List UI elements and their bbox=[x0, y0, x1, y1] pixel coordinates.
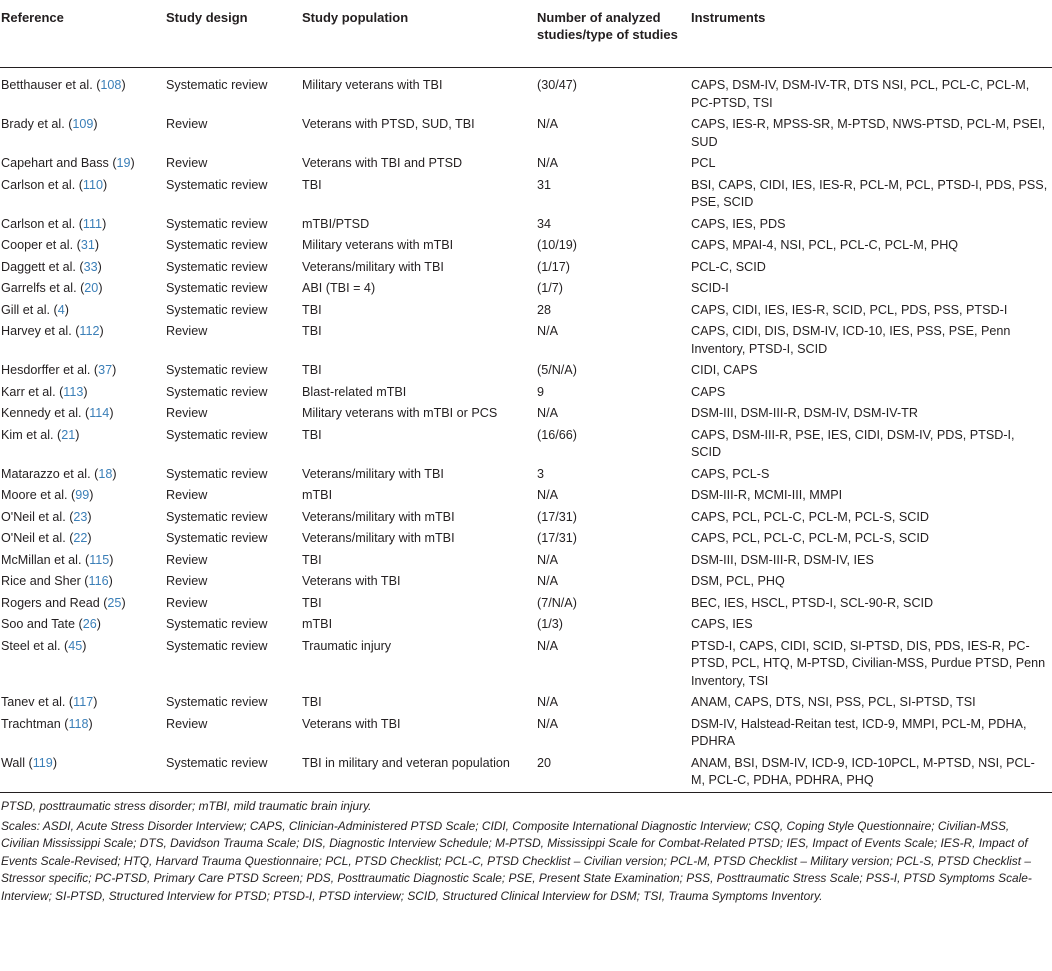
study-design-cell: Systematic review bbox=[166, 427, 268, 442]
reference-citation-link[interactable]: 108 bbox=[100, 78, 122, 92]
reference-author: O'Neil et al. bbox=[1, 531, 66, 545]
header-study-design: Study design bbox=[166, 10, 248, 25]
number-of-studies-cell: N/A bbox=[537, 695, 558, 709]
study-design-cell: Systematic review bbox=[166, 281, 268, 295]
number-of-studies-cell: (10/19) bbox=[537, 238, 577, 252]
study-design-cell: Systematic review bbox=[166, 238, 268, 252]
instruments-cell: CAPS, IES-R, MPSS-SR, M-PTSD, NWS-PTSD, PCL-M, PSEI, SUD bbox=[691, 117, 1046, 149]
reference-cell: Moore et al. (99) bbox=[1, 488, 94, 502]
study-population-cell: TBI bbox=[302, 695, 322, 709]
instruments-cell: CAPS, CIDI, DIS, DSM-IV, ICD-10, IES, PSS, PSE, Penn Inventory, PTSD-I, SCID bbox=[691, 324, 1011, 356]
header-instruments: Instruments bbox=[691, 10, 766, 25]
table-row bbox=[0, 485, 1052, 507]
header-row bbox=[0, 0, 1052, 68]
reference-citation-link[interactable]: 99 bbox=[75, 488, 90, 502]
header-reference: Reference bbox=[1, 10, 64, 25]
number-of-studies-cell: N/A bbox=[537, 117, 558, 131]
study-population-cell: TBI bbox=[302, 324, 322, 338]
study-design-cell: Review bbox=[166, 574, 208, 588]
reference-cell: Daggett et al. (33) bbox=[1, 259, 102, 274]
reference-cell: O'Neil et al. (22) bbox=[1, 531, 92, 545]
table-row bbox=[0, 464, 1052, 486]
reference-citation-link[interactable]: 37 bbox=[98, 363, 113, 377]
reference-cell: Cooper et al. (31) bbox=[1, 238, 100, 252]
table-row bbox=[0, 593, 1052, 615]
reference-author: Daggett et al. bbox=[1, 259, 76, 274]
study-population-cell: Military veterans with mTBI or PCS bbox=[302, 406, 498, 420]
table-row bbox=[0, 68, 1052, 115]
reference-author: Kim et al. bbox=[1, 427, 54, 442]
number-of-studies-cell: 3 bbox=[537, 466, 545, 481]
number-of-studies-cell: N/A bbox=[537, 638, 558, 653]
reference-author: Tanev et al. bbox=[1, 695, 66, 709]
number-of-studies-cell: 31 bbox=[537, 177, 552, 192]
reference-cell: Gill et al. (4) bbox=[1, 302, 69, 317]
study-design-cell: Systematic review bbox=[166, 509, 268, 524]
reference-author: Kennedy et al. bbox=[1, 406, 82, 420]
study-population-cell: TBI bbox=[302, 177, 322, 192]
number-of-studies-cell: N/A bbox=[537, 324, 558, 338]
reference-author: Rogers and Read bbox=[1, 595, 100, 610]
reference-cell: Brady et al. (109) bbox=[1, 117, 98, 131]
study-design-cell: Review bbox=[166, 324, 208, 338]
number-of-studies-cell: (7/N/A) bbox=[537, 595, 577, 610]
instruments-cell: ANAM, CAPS, DTS, NSI, PSS, PCL, SI-PTSD, TSI bbox=[691, 695, 976, 709]
instruments-cell: DSM-IV, Halstead-Reitan test, ICD-9, MMPI, PCL-M, PDHA, PDHRA bbox=[691, 716, 1027, 748]
instruments-cell: CAPS, DSM-IV, DSM-IV-TR, DTS NSI, PCL, PCL-C, PCL-M, PC-PTSD, TSI bbox=[691, 78, 1030, 110]
instruments-cell: DSM, PCL, PHQ bbox=[691, 574, 785, 588]
reference-citation-link[interactable]: 25 bbox=[107, 595, 122, 610]
reference-cell: Trachtman (118) bbox=[1, 716, 93, 731]
instruments-cell: CAPS, IES bbox=[691, 617, 753, 631]
study-design-cell: Systematic review bbox=[166, 466, 268, 481]
reference-author: Carlson et al. bbox=[1, 177, 76, 192]
reference-citation-link[interactable]: 45 bbox=[68, 638, 83, 653]
study-design-cell: Systematic review bbox=[166, 363, 268, 377]
number-of-studies-cell: N/A bbox=[537, 552, 558, 567]
number-of-studies-cell: (17/31) bbox=[537, 509, 577, 524]
table-row bbox=[0, 300, 1052, 322]
reference-author: Betthauser et al. bbox=[1, 78, 93, 92]
number-of-studies-cell: 20 bbox=[537, 755, 552, 770]
study-population-cell: mTBI bbox=[302, 488, 333, 502]
reference-author: Karr et al. bbox=[1, 384, 56, 399]
reference-author: Trachtman bbox=[1, 716, 61, 731]
study-population-cell: Veterans with TBI bbox=[302, 574, 401, 588]
table-row bbox=[0, 175, 1052, 214]
instruments-cell: CAPS, PCL, PCL-C, PCL-M, PCL-S, SCID bbox=[691, 509, 929, 524]
instruments-cell: CAPS bbox=[691, 384, 726, 399]
study-design-cell: Review bbox=[166, 552, 208, 567]
reference-author: Brady et al. bbox=[1, 117, 65, 131]
reference-citation-link[interactable]: 31 bbox=[80, 238, 95, 252]
number-of-studies-cell: (16/66) bbox=[537, 427, 577, 442]
study-population-cell: mTBI/PTSD bbox=[302, 216, 370, 231]
study-population-cell: TBI bbox=[302, 363, 322, 377]
reference-cell: Karr et al. (113) bbox=[1, 384, 88, 399]
table-row bbox=[0, 321, 1052, 360]
table-row bbox=[0, 382, 1052, 404]
reference-cell: Rice and Sher (116) bbox=[1, 574, 113, 588]
reference-citation-link[interactable]: 114 bbox=[89, 406, 110, 420]
table-row bbox=[0, 692, 1052, 714]
study-design-cell: Systematic review bbox=[166, 695, 268, 709]
study-design-cell: Review bbox=[166, 716, 208, 731]
reference-cell: Matarazzo et al. (18) bbox=[1, 466, 117, 481]
reference-citation-link[interactable]: 18 bbox=[98, 466, 113, 481]
instruments-cell: DSM-III, DSM-III-R, DSM-IV, DSM-IV-TR bbox=[691, 406, 918, 420]
reference-cell: Carlson et al. (110) bbox=[1, 177, 108, 192]
number-of-studies-cell: N/A bbox=[537, 156, 558, 170]
study-population-cell: TBI bbox=[302, 552, 322, 567]
reference-cell: Tanev et al. (117) bbox=[1, 695, 98, 709]
reference-citation-link[interactable]: 4 bbox=[57, 302, 65, 317]
study-population-cell: TBI bbox=[302, 427, 322, 442]
reference-author: Harvey et al. bbox=[1, 324, 72, 338]
reference-citation-link[interactable]: 20 bbox=[84, 281, 99, 295]
reference-author: Moore et al. bbox=[1, 488, 68, 502]
instruments-cell: CAPS, DSM-III-R, PSE, IES, CIDI, DSM-IV, PDS, PTSD-I, SCID bbox=[691, 427, 1015, 459]
reference-cell: Betthauser et al. (108) bbox=[1, 78, 126, 92]
number-of-studies-cell: (1/7) bbox=[537, 281, 563, 295]
study-design-cell: Systematic review bbox=[166, 302, 268, 317]
reference-cell: Carlson et al. (111) bbox=[1, 216, 107, 231]
reference-citation-link[interactable]: 109 bbox=[72, 117, 94, 131]
reference-citation-link[interactable]: 23 bbox=[73, 509, 88, 524]
study-population-cell: mTBI bbox=[302, 617, 333, 631]
reference-author: Cooper et al. bbox=[1, 238, 74, 252]
reference-cell: McMillan et al. (115) bbox=[1, 552, 114, 567]
table-row bbox=[0, 550, 1052, 572]
study-design-cell: Review bbox=[166, 117, 208, 131]
table-row bbox=[0, 753, 1052, 793]
reference-cell: Kim et al. (21) bbox=[1, 427, 80, 442]
instruments-cell: ANAM, BSI, DSM-IV, ICD-9, ICD-10PCL, M-PTSD, NSI, PCL-M, PCL-C, PDHA, PDHRA, PHQ bbox=[691, 755, 1035, 787]
reference-author: Hesdorffer et al. bbox=[1, 363, 91, 377]
instruments-cell: CAPS, PCL-S bbox=[691, 466, 770, 481]
reference-author: Matarazzo et al. bbox=[1, 466, 91, 481]
footnote-scales: Scales: ASDI, Acute Stress Disorder Interview; CAPS, Clinician-Administered PTSD Scale; CIDI, Composite International Diagnostic Interview; CSQ, Coping Style Questionnaire; Civilian-MSS, Civilian Mississippi Scale; DTS, Davidson Trauma Scale; DIS, Diagnostic Interview Schedule; M-PTSD, Mississippi Scale for Combat-Related PTSD; IES, Impact of Events Scale; IES-R, Impact of Events Scale-Revised; HTQ, Harvard Trauma Questionnaire; PCL, PTSD Checklist; PCL-C, PTSD Checklist – Civilian version; PCL-M, PTSD Checklist – Military version; PCL-S, PTSD Checklist – Stressor specific; PC-PTSD, Primary Care PTSD Screen; PDS, Posttraumatic Diagnostic Scale; PSE, Present State Examination; PSS, Posttraumatic Stress Scale; PSS-I, PTSD Symptoms Scale-Interview; SI-PTSD, Structured Interview for PTSD; PTSD-I, PTSD interview; SCID, Structured Clinical Interview for DSM; TSI, Trauma Symptoms Inventory. bbox=[1, 818, 1032, 903]
reference-citation-link[interactable]: 111 bbox=[82, 216, 103, 231]
study-population-cell: Blast-related mTBI bbox=[302, 384, 407, 399]
reference-author: Garrelfs et al. bbox=[1, 281, 77, 295]
study-design-cell: Review bbox=[166, 488, 208, 502]
table-row bbox=[0, 571, 1052, 593]
reference-cell: Kennedy et al. (114) bbox=[1, 406, 114, 420]
table-row bbox=[0, 257, 1052, 279]
reference-citation-link[interactable]: 119 bbox=[32, 755, 53, 770]
reference-citation-link[interactable]: 113 bbox=[63, 384, 84, 399]
instruments-cell: CAPS, PCL, PCL-C, PCL-M, PCL-S, SCID bbox=[691, 531, 929, 545]
number-of-studies-cell: (1/17) bbox=[537, 259, 570, 274]
table-row bbox=[0, 114, 1052, 153]
reference-author: Soo and Tate bbox=[1, 617, 75, 631]
table-row bbox=[0, 614, 1052, 636]
table-row bbox=[0, 153, 1052, 175]
table-body bbox=[0, 68, 1052, 793]
table-row bbox=[0, 425, 1052, 464]
study-design-cell: Systematic review bbox=[166, 259, 268, 274]
table-row bbox=[0, 360, 1052, 382]
study-population-cell: Veterans/military with mTBI bbox=[302, 509, 455, 524]
reference-citation-link[interactable]: 33 bbox=[83, 259, 98, 274]
reference-citation-link[interactable]: 118 bbox=[68, 716, 89, 731]
instruments-cell: BSI, CAPS, CIDI, IES, IES-R, PCL-M, PCL, PTSD-I, PDS, PSS, PSE, SCID bbox=[691, 177, 1048, 209]
table-row bbox=[0, 636, 1052, 693]
instruments-cell: BEC, IES, HSCL, PTSD-I, SCL-90-R, SCID bbox=[691, 595, 934, 610]
reference-citation-link[interactable]: 112 bbox=[79, 324, 100, 338]
footnote-abbreviations: PTSD, posttraumatic stress disorder; mTBI, mild traumatic brain injury. bbox=[1, 798, 372, 813]
study-design-cell: Review bbox=[166, 406, 208, 420]
header-number-of-studies: Number of analyzed studies/type of studies bbox=[537, 10, 678, 42]
number-of-studies-cell: N/A bbox=[537, 488, 558, 502]
reference-citation-link[interactable]: 22 bbox=[73, 531, 88, 545]
reference-cell: Rogers and Read (25) bbox=[1, 595, 126, 610]
study-population-cell: Veterans/military with mTBI bbox=[302, 531, 455, 545]
table-row bbox=[0, 214, 1052, 236]
table-row bbox=[0, 714, 1052, 753]
table-row bbox=[0, 278, 1052, 300]
study-design-cell: Systematic review bbox=[166, 384, 268, 399]
reference-citation-link[interactable]: 110 bbox=[82, 177, 103, 192]
instruments-cell: DSM-III, DSM-III-R, DSM-IV, IES bbox=[691, 552, 874, 567]
reference-cell: Wall (119) bbox=[1, 755, 58, 770]
instruments-cell: PTSD-I, CAPS, CIDI, SCID, SI-PTSD, DIS, PDS, IES-R, PC-PTSD, PCL, HTQ, M-PTSD, Civilian-MSS, Purdue PTSD, Penn Inventory, TSI bbox=[691, 638, 1046, 688]
study-design-cell: Systematic review bbox=[166, 617, 268, 631]
study-population-cell: Veterans with TBI bbox=[302, 716, 401, 731]
table-row bbox=[0, 403, 1052, 425]
table-row bbox=[0, 528, 1052, 550]
study-population-cell: TBI bbox=[302, 595, 322, 610]
table-footnotes bbox=[0, 798, 1052, 905]
reference-cell: Garrelfs et al. (20) bbox=[1, 281, 103, 295]
reference-citation-link[interactable]: 116 bbox=[88, 574, 109, 588]
reference-cell: O'Neil et al. (23) bbox=[1, 509, 92, 524]
study-population-cell: TBI in military and veteran population bbox=[302, 755, 510, 770]
reference-cell: Steel et al. (45) bbox=[1, 638, 87, 653]
instruments-cell: CAPS, MPAI-4, NSI, PCL, PCL-C, PCL-M, PHQ bbox=[691, 238, 959, 252]
study-design-cell: Systematic review bbox=[166, 177, 268, 192]
reference-author: Carlson et al. bbox=[1, 216, 76, 231]
number-of-studies-cell: 28 bbox=[537, 302, 552, 317]
study-population-cell: TBI bbox=[302, 302, 322, 317]
study-design-cell: Systematic review bbox=[166, 755, 268, 770]
study-population-cell: Veterans with PTSD, SUD, TBI bbox=[302, 117, 475, 131]
reference-citation-link[interactable]: 26 bbox=[82, 617, 97, 631]
study-population-cell: Traumatic injury bbox=[302, 638, 392, 653]
table-row bbox=[0, 507, 1052, 529]
study-design-cell: Review bbox=[166, 595, 208, 610]
reference-author: McMillan et al. bbox=[1, 552, 82, 567]
study-population-cell: Military veterans with TBI bbox=[302, 78, 443, 92]
reference-author: Wall bbox=[1, 755, 26, 770]
number-of-studies-cell: N/A bbox=[537, 406, 558, 420]
reference-citation-link[interactable]: 21 bbox=[61, 427, 76, 442]
study-population-cell: Veterans/military with TBI bbox=[302, 466, 444, 481]
reference-citation-link[interactable]: 115 bbox=[89, 552, 110, 567]
study-design-cell: Systematic review bbox=[166, 78, 268, 92]
header-study-population: Study population bbox=[302, 10, 409, 25]
number-of-studies-cell: N/A bbox=[537, 574, 558, 588]
number-of-studies-cell: (30/47) bbox=[537, 78, 577, 92]
reference-cell: Harvey et al. (112) bbox=[1, 324, 104, 338]
instruments-cell: PCL bbox=[691, 156, 716, 170]
study-design-cell: Systematic review bbox=[166, 638, 268, 653]
study-population-cell: Veterans/military with TBI bbox=[302, 259, 444, 274]
reference-citation-link[interactable]: 19 bbox=[116, 156, 131, 170]
reference-cell: Soo and Tate (26) bbox=[1, 617, 101, 631]
table-header bbox=[0, 0, 1052, 68]
reference-author: O'Neil et al. bbox=[1, 509, 66, 524]
study-population-cell: Military veterans with mTBI bbox=[302, 238, 454, 252]
reference-author: Capehart and Bass bbox=[1, 156, 109, 170]
study-design-cell: Systematic review bbox=[166, 216, 268, 231]
study-population-cell: Veterans with TBI and PTSD bbox=[302, 156, 463, 170]
instruments-cell: CAPS, CIDI, IES, IES-R, SCID, PCL, PDS, PSS, PTSD-I bbox=[691, 302, 1008, 317]
instruments-cell: DSM-III-R, MCMI-III, MMPI bbox=[691, 488, 843, 502]
instruments-cell: CIDI, CAPS bbox=[691, 363, 758, 377]
reference-cell: Hesdorffer et al. (37) bbox=[1, 363, 117, 377]
reference-author: Rice and Sher bbox=[1, 574, 81, 588]
study-population-cell: ABI (TBI = 4) bbox=[302, 281, 376, 295]
reference-citation-link[interactable]: 117 bbox=[73, 695, 94, 709]
instruments-cell: SCID-I bbox=[691, 281, 729, 295]
instruments-cell: PCL-C, SCID bbox=[691, 259, 766, 274]
number-of-studies-cell: N/A bbox=[537, 716, 558, 731]
study-design-cell: Review bbox=[166, 156, 208, 170]
number-of-studies-cell: (5/N/A) bbox=[537, 363, 577, 377]
study-design-cell: Systematic review bbox=[166, 531, 268, 545]
number-of-studies-cell: 34 bbox=[537, 216, 552, 231]
table-row bbox=[0, 235, 1052, 257]
number-of-studies-cell: (1/3) bbox=[537, 617, 563, 631]
reference-cell: Capehart and Bass (19) bbox=[1, 156, 135, 170]
number-of-studies-cell: (17/31) bbox=[537, 531, 577, 545]
reference-author: Gill et al. bbox=[1, 302, 50, 317]
number-of-studies-cell: 9 bbox=[537, 384, 545, 399]
reference-author: Steel et al. bbox=[1, 638, 61, 653]
instruments-cell: CAPS, IES, PDS bbox=[691, 216, 786, 231]
